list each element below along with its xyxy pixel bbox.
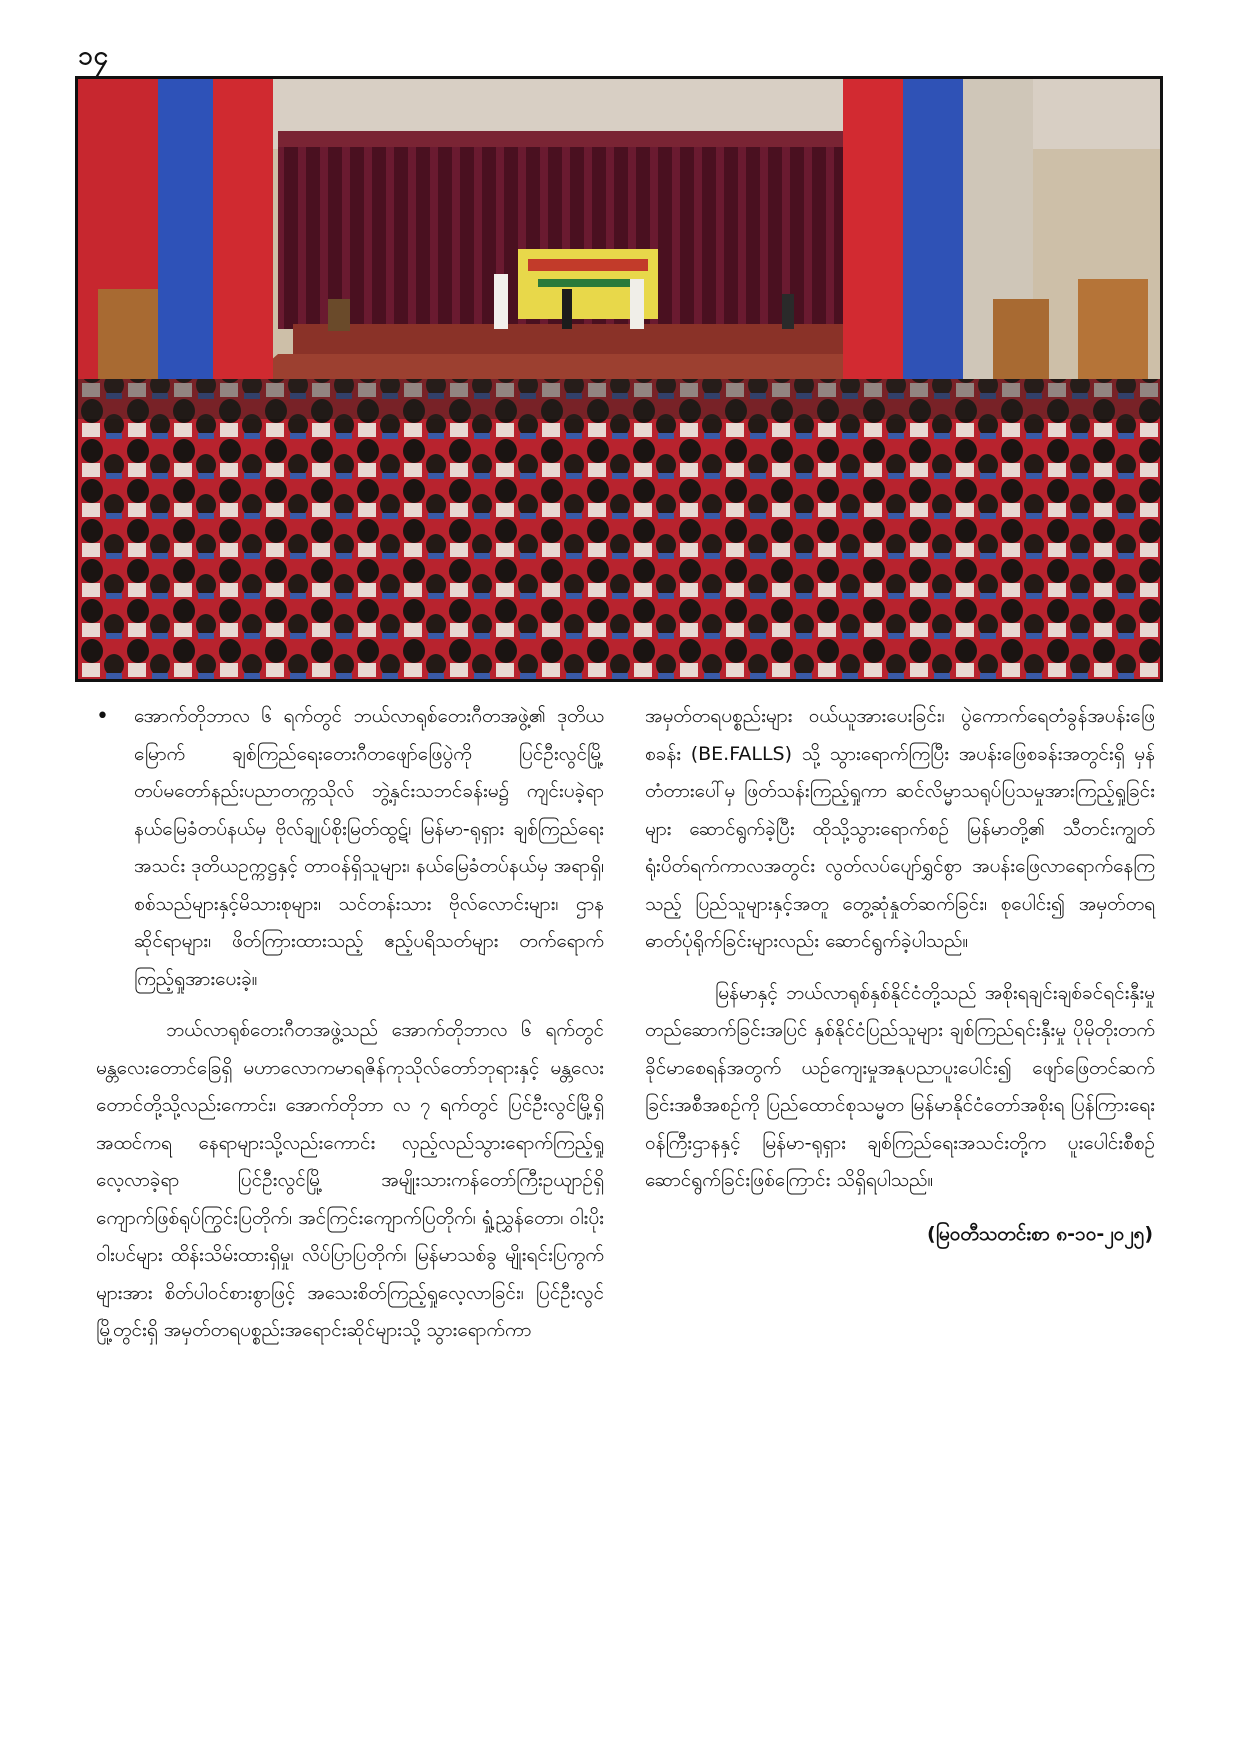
bullet-icon: • (96, 704, 109, 729)
bullet-paragraph (96, 698, 604, 998)
right-paragraph-2: မြန်မာနှင့် ဘယ်လာရုစ်နှစ်နိုင်ငံတို့သည် အစိုးရချင်းချစ်ခင်ရင်းနှီးမှုတည်ဆောက်ခြင်းအပြင် နှစ်နိုင်ငံပြည်သူများ ချစ်ကြည်ရင်းနှီးမှု ပိုမိုတိုးတက်ခိုင်မာစေရန်အတွက် ယဉ်ကျေးမှုအနုပညာပူးပေါင်း၍ ဖျော်ဖြေတင်ဆက်ခြင်းအစီအစဉ်ကို ပြည်ထောင်စုသမ္မတ မြန်မာနိုင်ငံတော်အစိုးရ ပြန်ကြားရေးဝန်ကြီးဌာနနှင့် မြန်မာ-ရုရှား ချစ်ကြည်ရေးအသင်းတို့က ပူးပေါင်းစီစဉ်ဆောင်ရွက်ခြင်းဖြစ်ကြောင်း သိရှိရပါသည်။ (645, 981, 1155, 1191)
concert-hall-photo (75, 76, 1163, 682)
concert-hall-photo-icon (78, 79, 1160, 679)
page-number: ၁၄ (78, 41, 110, 71)
left-paragraph-2: ဘယ်လာရုစ်တေးဂီတအဖွဲ့သည် အောက်တိုဘာလ ၆ ရက်တွင် မန္တလေးတောင်ခြေရှိ မဟာလောကမာရဇိန်ကုသိုလ်တော်ဘုရားနှင့် မန္တလေးတောင်တို့သို့လည်းကောင်း၊ အောက်တိုဘာ လ ၇ ရက်တွင် ပြင်ဦးလွင်မြို့ရှိ အထင်ကရ နေရာများသို့လည်းကောင်း လှည့်လည်သွားရောက်ကြည့်ရှုလေ့လာခဲ့ရာ ပြင်ဦးလွင်မြို့ အမျိုးသားကန်တော်ကြီးဥယျာဉ်ရှိ ကျောက်ဖြစ်ရုပ်ကြွင်းပြတိုက်၊ အင်ကြင်းကျောက်ပြတိုက်၊ ရှုံ့ညွှန်တော၊ ဝါးပိုးဝါးပင်များ ထိန်းသိမ်းထားရှိမှု၊ လိပ်ပြာပြတိုက်၊ မြန်မာသစ်ခွ မျိုးရင်းပြကွက်များအား စိတ်ပါဝင်စားစွာဖြင့် အသေးစိတ်ကြည့်ရှုလေ့လာခြင်း၊ ပြင်ဦးလွင်မြို့တွင်းရှိ အမှတ်တရပစ္စည်းအရောင်းဆိုင်များသို့ သွားရောက်ကာ (96, 1019, 604, 1341)
left-column (96, 698, 604, 1350)
right-column (645, 698, 1155, 1253)
bullet-paragraph-text: အောက်တိုဘာလ ၆ ရက်တွင် ဘယ်လာရုစ်တေးဂီတအဖွဲ့၏ ဒုတိယမြောက် ချစ်ကြည်ရေးတေးဂီတဖျော်ဖြေပွဲကို ပြင်ဦးလွင်မြို့ တပ်မတော်နည်းပညာတက္ကသိုလ် ဘွဲ့နှင်းသဘင်ခန်းမ၌ ကျင်းပခဲ့ရာ နယ်မြေခံတပ်နယ်မှ ဗိုလ်ချုပ်စိုးမြတ်ထွဋ်၊ မြန်မာ-ရုရှား ချစ်ကြည်ရေးအသင်း ဒုတိယဥက္ကဋ္ဌနှင့် တာဝန်ရှိသူများ၊ နယ်မြေခံတပ်နယ်မှ အရာရှိ၊စစ်သည်များနှင့်မိသားစုများ၊ သင်တန်းသား ဗိုလ်လောင်းများ၊ ဌာနဆိုင်ရာများ၊ ဖိတ်ကြားထားသည့် ဧည့်ပရိသတ်များ တက်ရောက်ကြည့်ရှုအားပေးခဲ့။ (134, 705, 604, 990)
news-source: (မြဝတီသတင်းစာ ၈-၁၀-၂၀၂၅) (927, 1222, 1153, 1245)
right-paragraph-1: အမှတ်တရပစ္စည်းများ ဝယ်ယူအားပေးခြင်း၊ ပွဲကောက်ရေတံခွန်အပန်းဖြေစခန်း (BE.FALLS) သို့ သွားရောက်ကြပြီး အပန်းဖြေစခန်းအတွင်းရှိ မှန်တံတားပေါ်မှ ဖြတ်သန်းကြည့်ရှုကာ ဆင်လိမ္မာသရုပ်ပြသမှုအားကြည့်ရှုခြင်းများ ဆောင်ရွက်ခဲ့ပြီး ထိုသို့သွားရောက်စဉ် မြန်မာတို့၏ သီတင်းကျွတ်ရုံးပိတ်ရက်ကာလအတွင်း လွတ်လပ်ပျော်ရွှင်စွာ အပန်းဖြေလာရောက်နေကြသည့် ပြည်သူများနှင့်အတူ တွေ့ဆုံနှုတ်ဆက်ခြင်း၊ စုပေါင်း၍ အမှတ်တရဓာတ်ပုံရိုက်ခြင်းများလည်း ဆောင်ရွက်ခဲ့ပါသည်။ (645, 705, 1155, 952)
